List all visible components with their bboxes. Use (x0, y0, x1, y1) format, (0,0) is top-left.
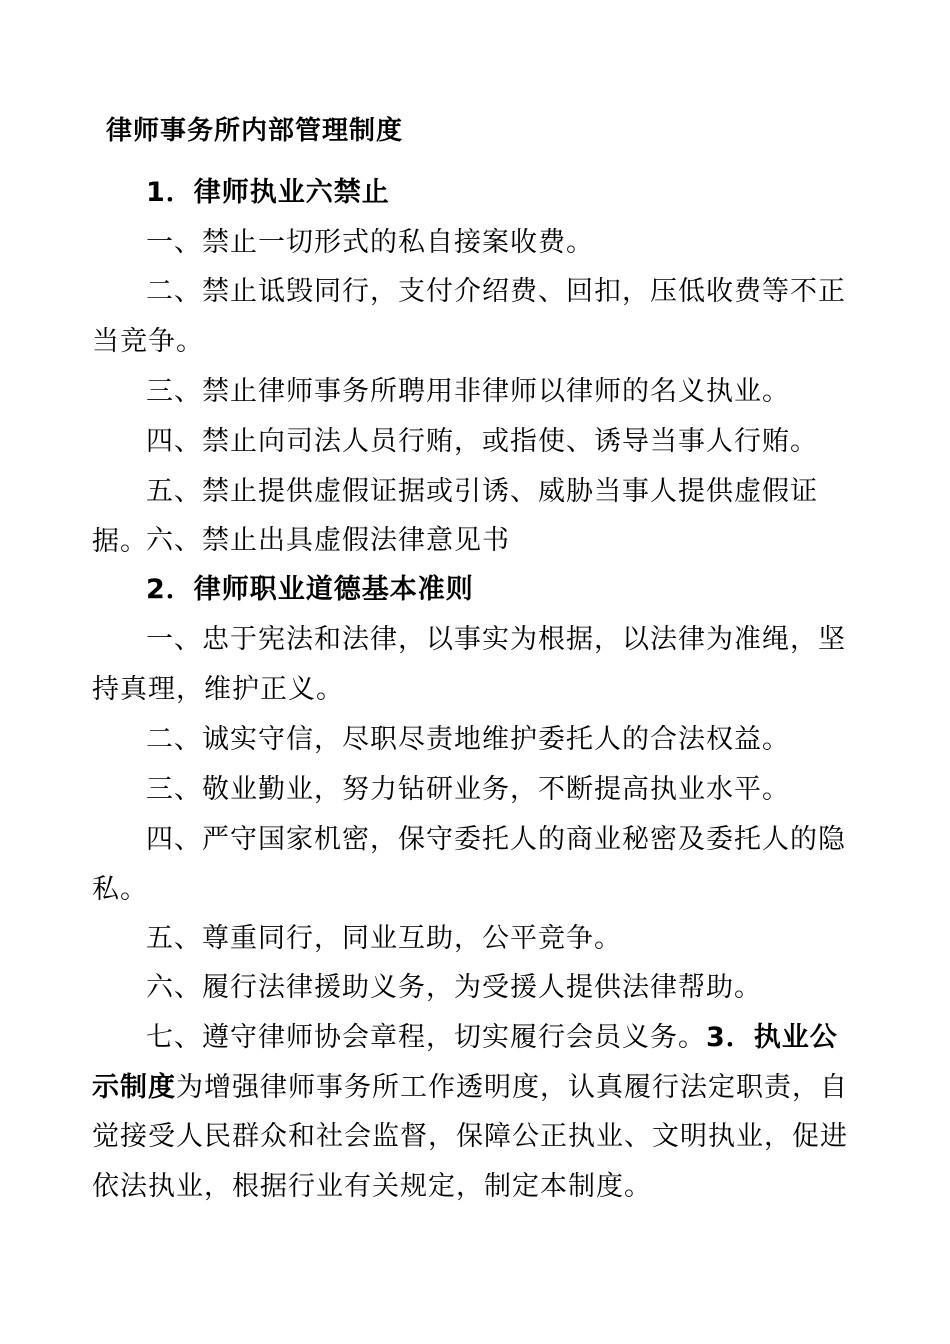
section-1-item-4: 四、禁止向司法人员行贿，或指使、诱导当事人行贿。 (146, 426, 818, 457)
section-2-item-1: 一、忠于宪法和法律，以事实为根据，以法律为准绳，坚持真理，维护正义。 (92, 624, 846, 705)
section-2-item-3: 三、敬业勤业，努力钻研业务，不断提高执业水平。 (146, 774, 790, 805)
section-1-item-5: 五、禁止提供虚假证据或引诱、威胁当事人提供虚假证据。 (92, 476, 818, 557)
section-2-item-2: 二、诚实守信，尽职尽责地维护委托人的合法权益。 (146, 724, 790, 755)
section-1-item-1: 一、禁止一切形式的私自接案收费。 (146, 227, 594, 258)
section-1-item-2: 二、禁止诋毁同行，支付介绍费、回扣，压低收费等不正当竞争。 (92, 276, 846, 357)
section-heading-1: 1．律师执业六禁止 (146, 177, 390, 208)
section-heading-2: 2．律师职业道德基本准则 (146, 574, 474, 605)
document-title: 律师事务所内部管理制度 (106, 116, 404, 146)
section-1-item-3: 三、禁止律师事务所聘用非律师以律师的名义执业。 (146, 376, 790, 407)
section-heading-3: 3．执业公示制度 (92, 1022, 838, 1103)
section-1-item-6: 六、禁止出具虚假法律意见书 (146, 525, 510, 556)
item-7-text: 七、遵守律师协会章程，切实履行会员义务。 (146, 1022, 706, 1053)
section-2-item-4: 四、严守国家机密，保守委托人的商业秘密及委托人的隐私。 (92, 824, 846, 905)
section-2-item-5: 五、尊重同行，同业互助，公平竞争。 (146, 923, 622, 954)
section-2-item-7-with-section-3 (92, 1013, 852, 1211)
section-3-intro-text: 为增强律师事务所工作透明度，认真履行法定职责，自觉接受人民群众和社会监督，保障公正执业、文明执业，促进依法执业，根据行业有关规定，制定本制度。 (92, 1071, 848, 1202)
section-2-item-6: 六、履行法律援助义务，为受援人提供法律帮助。 (146, 972, 762, 1003)
